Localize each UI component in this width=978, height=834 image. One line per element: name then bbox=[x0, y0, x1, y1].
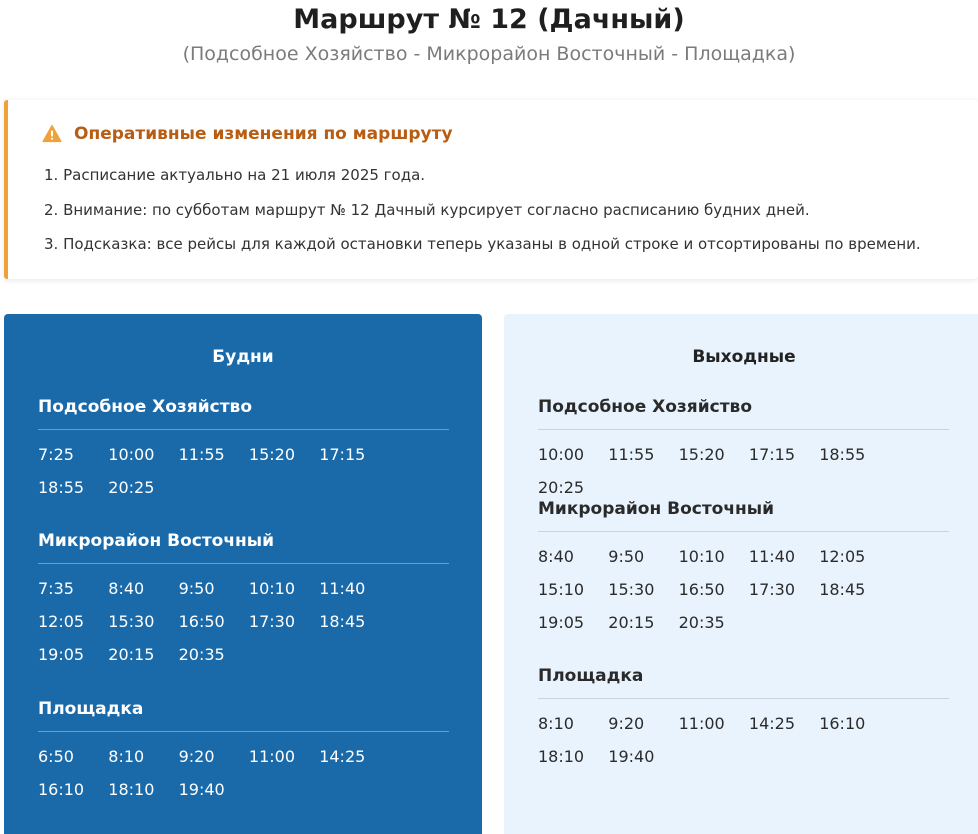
time-entry: 14:25 bbox=[319, 747, 366, 766]
stop-name: Микрорайон Восточный bbox=[538, 499, 775, 519]
time-entry: 15:30 bbox=[608, 579, 655, 599]
time-entry: 9:20 bbox=[608, 714, 645, 733]
times-list bbox=[538, 439, 949, 505]
time-entry: 9:50 bbox=[608, 547, 645, 566]
notice-box bbox=[4, 100, 978, 279]
time-entry: 20:35 bbox=[178, 644, 225, 664]
time-entry: 15:30 bbox=[108, 611, 155, 631]
times-list bbox=[538, 541, 949, 639]
time-entry: 10:10 bbox=[248, 579, 295, 598]
page-header bbox=[0, 0, 978, 67]
time-entry: 6:50 bbox=[38, 747, 74, 766]
time-entry: 16:50 bbox=[678, 579, 725, 599]
route-subtitle: (Подсобное Хозяйство - Микрорайон Восточный - Площадка) bbox=[182, 43, 796, 65]
times-list bbox=[538, 708, 949, 774]
divider bbox=[538, 531, 949, 532]
page-title: Маршрут № 12 (Дачный) bbox=[293, 4, 685, 35]
divider bbox=[38, 563, 449, 564]
time-entry: 11:40 bbox=[319, 579, 366, 598]
notice-item: 2. Внимание: по субботам маршрут № 12 Дачный курсирует согласно расписанию будних дней. bbox=[44, 200, 810, 219]
notice-title: Оперативные изменения по маршруту bbox=[74, 124, 453, 144]
time-entry: 19:05 bbox=[38, 644, 85, 664]
time-entry: 20:35 bbox=[678, 612, 725, 632]
time-entry: 20:15 bbox=[608, 612, 655, 632]
weekend-stop-ploshchadka bbox=[538, 665, 949, 774]
stop-name: Площадка bbox=[538, 666, 644, 686]
time-entry: 12:05 bbox=[819, 547, 866, 566]
time-entry: 9:50 bbox=[178, 579, 215, 598]
stop-name: Площадка bbox=[38, 699, 144, 719]
divider bbox=[538, 429, 949, 430]
weekend-schedule-card bbox=[504, 314, 978, 834]
time-entry: 10:00 bbox=[108, 445, 155, 464]
stop-name: Микрорайон Восточный bbox=[38, 531, 275, 551]
time-entry: 20:25 bbox=[538, 477, 585, 497]
time-entry: 16:10 bbox=[819, 714, 866, 733]
notice-item: 1. Расписание актуально на 21 июля 2025 года. bbox=[44, 166, 426, 184]
time-entry: 18:10 bbox=[538, 746, 585, 766]
weekend-stop-podsobnoe bbox=[538, 396, 949, 505]
time-entry: 11:00 bbox=[678, 714, 725, 733]
time-entry: 12:05 bbox=[38, 611, 85, 631]
stop-name: Подсобное Хозяйство bbox=[38, 397, 252, 417]
time-entry: 11:55 bbox=[608, 445, 655, 464]
notice-item: 3. Подсказка: все рейсы для каждой остановки теперь указаны в одной строке и отсортированы по времени. bbox=[44, 235, 921, 253]
time-entry: 8:10 bbox=[538, 714, 574, 733]
time-entry: 7:35 bbox=[38, 579, 74, 598]
time-entry: 11:55 bbox=[178, 445, 225, 464]
time-entry: 11:40 bbox=[748, 547, 795, 566]
divider bbox=[38, 429, 449, 430]
time-entry: 10:10 bbox=[678, 547, 725, 566]
time-entry: 18:55 bbox=[38, 477, 85, 497]
time-entry: 17:30 bbox=[748, 579, 795, 599]
weekday-schedule-card bbox=[4, 314, 482, 834]
time-entry: 19:40 bbox=[178, 779, 225, 799]
time-entry: 19:40 bbox=[608, 746, 655, 766]
time-entry: 18:10 bbox=[108, 779, 155, 799]
time-entry: 18:45 bbox=[319, 611, 366, 631]
notice-header bbox=[42, 124, 453, 144]
weekend-title: Выходные bbox=[692, 347, 796, 367]
time-entry: 7:25 bbox=[38, 445, 74, 464]
time-entry: 20:15 bbox=[108, 644, 155, 664]
time-entry: 16:10 bbox=[38, 779, 85, 799]
time-entry: 8:10 bbox=[108, 747, 145, 766]
times-list bbox=[38, 741, 449, 807]
time-entry: 17:30 bbox=[248, 611, 295, 631]
warning-icon bbox=[42, 124, 62, 144]
weekend-stop-vostochny bbox=[538, 498, 949, 639]
times-list bbox=[38, 573, 449, 671]
time-entry: 18:45 bbox=[819, 579, 866, 599]
weekday-stop-podsobnoe bbox=[38, 396, 449, 505]
time-entry: 19:05 bbox=[538, 612, 585, 632]
time-entry: 15:20 bbox=[248, 445, 295, 464]
time-entry: 15:10 bbox=[538, 579, 585, 599]
time-entry: 18:55 bbox=[819, 445, 866, 464]
weekday-stop-ploshchadka bbox=[38, 698, 449, 807]
time-entry: 20:25 bbox=[108, 477, 155, 497]
weekday-title: Будни bbox=[212, 347, 274, 367]
times-list bbox=[38, 439, 449, 505]
time-entry: 17:15 bbox=[748, 445, 795, 464]
time-entry: 8:40 bbox=[108, 579, 145, 598]
time-entry: 15:20 bbox=[678, 445, 725, 464]
weekday-stop-vostochny bbox=[38, 530, 449, 671]
time-entry: 17:15 bbox=[319, 445, 366, 464]
time-entry: 9:20 bbox=[178, 747, 215, 766]
time-entry: 14:25 bbox=[748, 714, 795, 733]
time-entry: 10:00 bbox=[538, 445, 585, 464]
time-entry: 11:00 bbox=[248, 747, 295, 766]
stop-name: Подсобное Хозяйство bbox=[538, 397, 752, 417]
divider bbox=[538, 698, 949, 699]
divider bbox=[38, 731, 449, 732]
notice-list bbox=[44, 165, 921, 269]
time-entry: 8:40 bbox=[538, 547, 574, 566]
time-entry: 16:50 bbox=[178, 611, 225, 631]
